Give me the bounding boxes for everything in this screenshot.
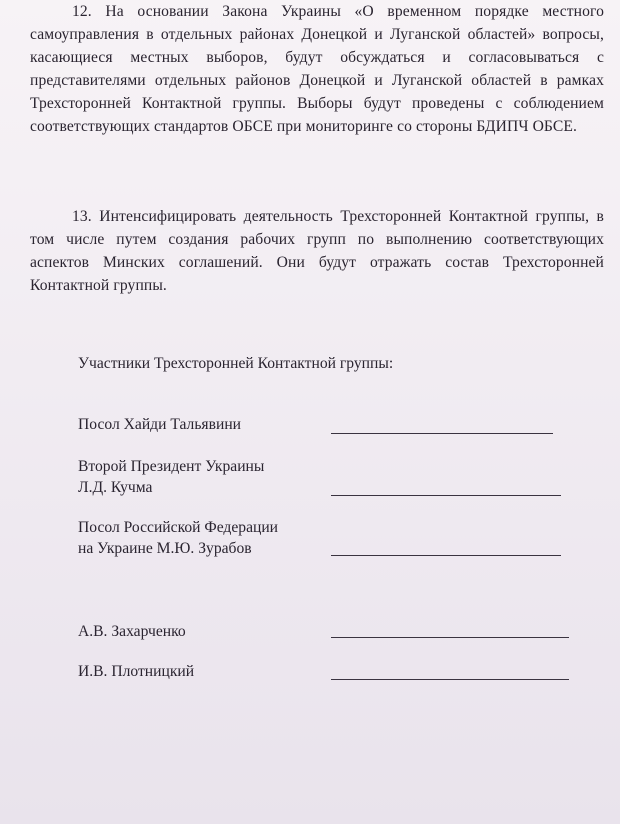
signatory-2-name: Л.Д. Кучма <box>78 479 153 496</box>
signatory-1 <box>78 414 241 435</box>
paragraph-12: 12. На основании Закона Украины «О временном порядке местного самоуправления в отдельных районах Донецкой и Луганской областей» вопросы, касающиеся местных выборов, будут обсуждаться и согласовываться с представителями отдельных районов Донецкой и Луганской областей в рамках Трехсторонней Контактной группы. Выборы будут проведены с соблюдением соответствующих стандартов ОБСЕ при мониторинге со стороны БДИПЧ ОБСЕ. <box>30 3 604 135</box>
participants-heading: Участники Трехсторонней Контактной группы: <box>78 355 394 372</box>
signatory-2 <box>78 456 264 498</box>
signature-line-2 <box>331 495 561 496</box>
signatory-3-title: Посол Российской Федерации <box>78 519 279 536</box>
signatory-3 <box>78 517 278 559</box>
signature-line-1 <box>331 433 553 434</box>
signatory-5 <box>78 661 194 682</box>
signature-line-3 <box>331 555 561 556</box>
signatory-2-title: Второй Президент Украины <box>78 458 265 475</box>
signature-line-4 <box>331 637 569 638</box>
signature-line-5 <box>331 679 569 680</box>
signatory-4 <box>78 621 186 642</box>
signatory-4-name: А.В. Захарченко <box>78 623 186 640</box>
paragraph-13: 13. Интенсифицировать деятельность Трехсторонней Контактной группы, в том числе путем создания рабочих групп по выполнению соответствующих аспектов Минских соглашений. Они будут отражать состав Трехсторонней Контактной группы. <box>30 208 604 294</box>
signatory-5-name: И.В. Плотницкий <box>78 663 195 680</box>
signatory-1-name: Посол Хайди Тальявини <box>78 416 242 433</box>
signatory-3-name: на Украине М.Ю. Зурабов <box>78 540 252 557</box>
